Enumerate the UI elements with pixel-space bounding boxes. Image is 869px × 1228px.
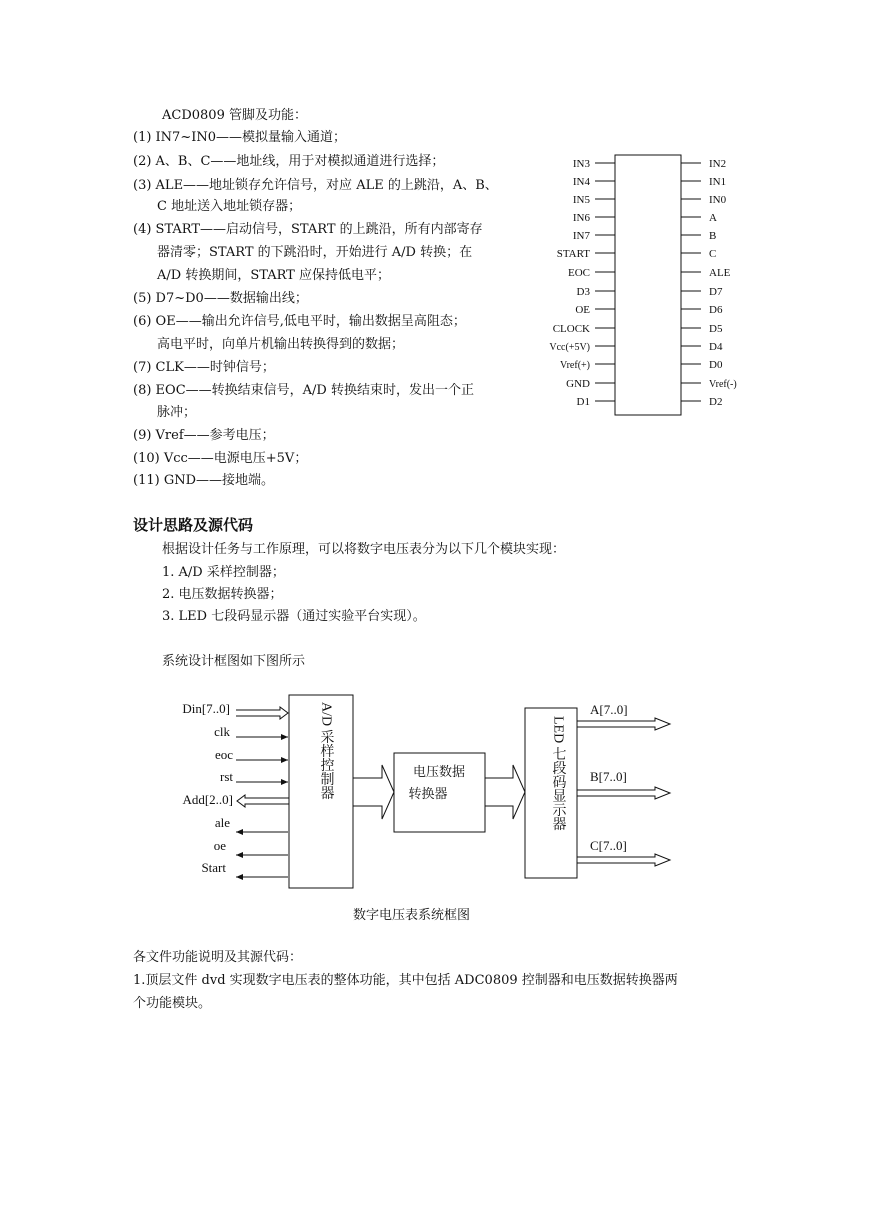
pin-function-line: A/D 转换期间，START 应保持低电平；	[157, 268, 390, 283]
output-label-c: C[7..0]	[590, 838, 627, 853]
pin-label-left: OE	[575, 304, 590, 316]
pin-label-left: START	[556, 248, 590, 260]
pin-function-line: (1) IN7~IN0——模拟量输入通道；	[133, 130, 347, 145]
pin-label-left: EOC	[568, 267, 590, 279]
pin-label-right: Vref(-)	[709, 379, 737, 390]
pin-label-left: IN3	[572, 158, 590, 170]
output-c-bus-arrow	[577, 854, 670, 866]
ad-to-converter-bus-arrow	[353, 765, 394, 819]
pin-label-left: D3	[576, 286, 590, 298]
pin-function-line: 高电平时，向单片机输出转换得到的数据；	[157, 337, 405, 352]
pin-label-right: IN2	[709, 158, 727, 170]
pin-function-line: 器清零；START 的下跳沿时，开始进行 A/D 转换；在	[157, 245, 473, 260]
adc0809-pinout-diagram	[520, 150, 760, 420]
pin-label-left: IN4	[572, 176, 590, 188]
pin-label-left: D1	[576, 396, 590, 408]
section-title: 设计思路及源代码	[133, 516, 254, 534]
input-label-add: Add[2..0]	[182, 792, 233, 807]
pin-function-line: (3) ALE——地址锁存允许信号，对应 ALE 的上跳沿，A、B、	[133, 178, 498, 193]
module-item: 3. LED 七段码显示器（通过实验平台实现）。	[162, 609, 426, 624]
pin-label-right: D5	[709, 323, 723, 335]
pin-lines	[595, 163, 701, 401]
files-heading: 各文件功能说明及其源代码：	[133, 950, 303, 965]
input-label-clk: clk	[214, 724, 230, 739]
pin-function-line: C 地址送入地址锁存器；	[157, 199, 302, 214]
pin-function-line: (11) GND——接地端。	[133, 473, 275, 488]
pin-label-right: D6	[709, 304, 723, 316]
pin-label-left: CLOCK	[552, 323, 590, 335]
pin-function-line: 脉冲；	[157, 405, 197, 420]
input-label-eoc: eoc	[214, 747, 233, 762]
pin-label-right: A	[709, 212, 717, 224]
pin-function-line: (9) Vref——参考电压；	[133, 428, 275, 443]
pin-label-left: GND	[566, 378, 590, 390]
section-intro: 根据设计任务与工作原理，可以将数字电压表分为以下几个模块实现：	[162, 542, 566, 557]
converter-to-led-bus-arrow	[485, 765, 525, 819]
files-item-line: 个功能模块。	[133, 996, 212, 1011]
pin-label-left: Vref(+)	[559, 360, 590, 371]
pin-function-line: (7) CLK——时钟信号；	[133, 360, 275, 375]
input-label-ale: ale	[214, 815, 230, 830]
pin-label-right: D4	[709, 341, 723, 353]
converter-label-line1: 电压数据	[412, 764, 466, 779]
input-label-start: Start	[201, 860, 226, 875]
din-bus-arrow	[236, 707, 288, 719]
output-label-a: A[7..0]	[590, 702, 628, 717]
pin-label-left: IN5	[572, 194, 590, 206]
files-item-line: 1.顶层文件 dvd 实现数字电压表的整体功能，其中包括 ADC0809 控制器和电压数据转换器两	[133, 973, 678, 988]
pin-label-right: C	[709, 248, 717, 260]
pin-label-right: B	[709, 230, 717, 242]
module-item: 2. 电压数据转换器；	[162, 587, 283, 602]
pin-label-right: IN0	[709, 194, 727, 206]
pin-label-left: IN6	[572, 212, 590, 224]
pin-function-line: (2) A、B、C——地址线，用于对模拟通道进行选择；	[133, 154, 445, 169]
pin-label-right: IN1	[709, 176, 727, 188]
diagram-intro: 系统设计框图如下图所示	[162, 654, 306, 669]
add-bus-arrow	[237, 795, 289, 807]
led-display-label: LED 七段码显示器	[550, 716, 566, 831]
input-label-din: Din[7..0]	[182, 701, 230, 716]
output-label-b: B[7..0]	[590, 769, 627, 784]
pin-label-right: ALE	[709, 267, 731, 279]
output-b-bus-arrow	[577, 787, 670, 799]
converter-label-line2: 转换器	[408, 786, 448, 801]
module-item: 1. A/D 采样控制器；	[162, 565, 285, 580]
pin-label-left: IN7	[572, 230, 590, 242]
pin-label-right: D2	[709, 396, 723, 408]
pin-function-line: (10) Vcc——电源电压+5V；	[133, 451, 308, 466]
intro-heading: ACD0809 管脚及功能：	[162, 108, 307, 123]
ad-controller-label: A/D 采样控制器	[318, 702, 334, 800]
pin-label-right: D7	[709, 286, 723, 298]
pin-function-line: (5) D7~D0——数据输出线；	[133, 291, 308, 306]
figure-caption: 数字电压表系统框图	[353, 908, 471, 923]
input-label-rst: rst	[220, 769, 233, 784]
input-label-oe: oe	[213, 838, 226, 853]
output-a-bus-arrow	[577, 718, 670, 730]
pin-function-line: (4) START——启动信号，START 的上跳沿，所有内部寄存	[133, 222, 483, 237]
system-block-diagram	[160, 690, 680, 900]
pin-function-line: (6) OE——输出允许信号,低电平时，输出数据呈高阻态；	[133, 314, 466, 329]
pin-label-right: D0	[709, 359, 723, 371]
pin-function-line: (8) EOC——转换结束信号，A/D 转换结束时，发出一个正	[133, 383, 474, 398]
pin-label-left: Vcc(+5V)	[549, 342, 590, 353]
chip-body	[615, 155, 681, 415]
